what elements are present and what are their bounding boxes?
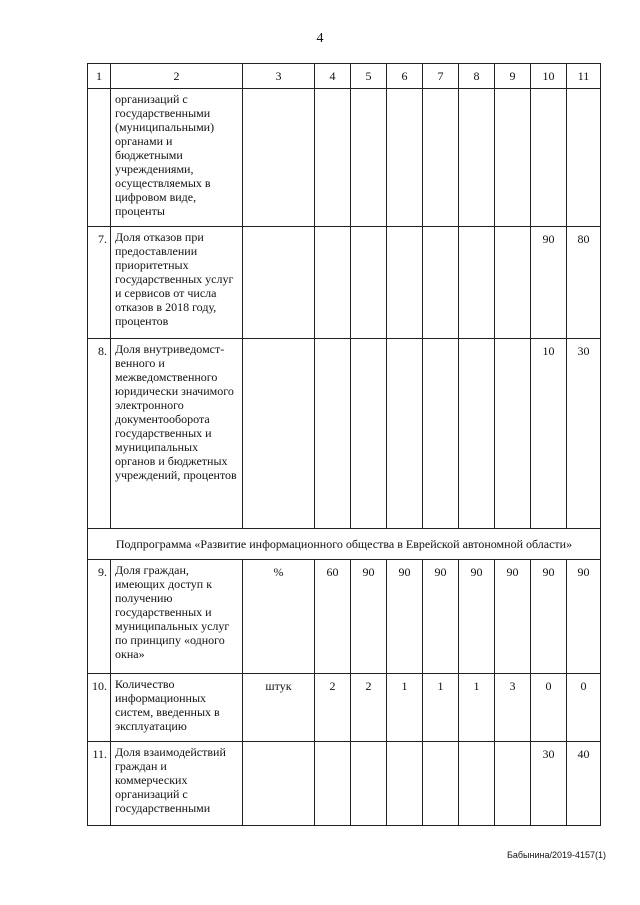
value-cell — [459, 89, 495, 227]
value-cell — [495, 339, 531, 529]
row-number: 11. — [88, 742, 111, 826]
value-cell: 90 — [567, 560, 601, 674]
unit-cell: штук — [243, 674, 315, 742]
column-number: 10 — [531, 64, 567, 89]
value-cell: 1 — [459, 674, 495, 742]
unit-cell — [243, 89, 315, 227]
value-cell — [387, 742, 423, 826]
value-cell — [351, 89, 387, 227]
indicator-name: Доля граждан, имеющих доступ к получению государственных и муниципальных услуг по принципу «одного окна» — [111, 560, 243, 674]
table-row — [88, 227, 601, 339]
value-cell — [315, 339, 351, 529]
value-cell: 2 — [351, 674, 387, 742]
value-cell: 1 — [423, 674, 459, 742]
row-number: 9. — [88, 560, 111, 674]
value-cell — [351, 339, 387, 529]
value-cell: 90 — [531, 560, 567, 674]
value-cell — [315, 227, 351, 339]
unit-cell — [243, 227, 315, 339]
value-cell: 90 — [387, 560, 423, 674]
row-number: 8. — [88, 339, 111, 529]
value-cell: 90 — [531, 227, 567, 339]
value-cell — [567, 89, 601, 227]
column-number-row — [88, 64, 601, 89]
value-cell: 0 — [567, 674, 601, 742]
value-cell: 10 — [531, 339, 567, 529]
value-cell — [459, 227, 495, 339]
value-cell — [495, 89, 531, 227]
table-row — [88, 89, 601, 227]
indicator-name: Доля отказов при предоставлении приоритетных государственных услуг и сервисов от числа отказов в 2018 году, процентов — [111, 227, 243, 339]
indicator-name: Доля взаимодействий граждан и коммерческих организаций с государственными — [111, 742, 243, 826]
column-number: 4 — [315, 64, 351, 89]
value-cell: 90 — [495, 560, 531, 674]
value-cell: 90 — [459, 560, 495, 674]
value-cell — [423, 339, 459, 529]
column-number: 9 — [495, 64, 531, 89]
indicators-table — [87, 63, 601, 826]
value-cell — [387, 89, 423, 227]
unit-cell — [243, 742, 315, 826]
row-number: 10. — [88, 674, 111, 742]
column-number: 2 — [111, 64, 243, 89]
unit-cell: % — [243, 560, 315, 674]
value-cell — [315, 89, 351, 227]
value-cell: 30 — [567, 339, 601, 529]
value-cell: 90 — [423, 560, 459, 674]
column-number: 6 — [387, 64, 423, 89]
column-number: 5 — [351, 64, 387, 89]
value-cell — [351, 742, 387, 826]
value-cell: 2 — [315, 674, 351, 742]
table-row — [88, 674, 601, 742]
subprogram-row — [88, 529, 601, 560]
unit-cell — [243, 339, 315, 529]
value-cell — [495, 742, 531, 826]
row-number: 7. — [88, 227, 111, 339]
value-cell: 80 — [567, 227, 601, 339]
table-row — [88, 339, 601, 529]
page-number: 4 — [316, 31, 324, 46]
value-cell — [459, 742, 495, 826]
column-number: 11 — [567, 64, 601, 89]
value-cell — [387, 227, 423, 339]
column-number: 8 — [459, 64, 495, 89]
table-row — [88, 560, 601, 674]
value-cell — [531, 89, 567, 227]
value-cell — [387, 339, 423, 529]
value-cell — [423, 742, 459, 826]
table-row — [88, 742, 601, 826]
indicator-name: Доля внутриведомст-венного и межведомственного юридически значимого электронного документооборота государственных и муниципальных органов и бюджетных учреждений, процентов — [111, 339, 243, 529]
value-cell — [423, 89, 459, 227]
value-cell: 0 — [531, 674, 567, 742]
value-cell: 40 — [567, 742, 601, 826]
value-cell: 30 — [531, 742, 567, 826]
column-number: 1 — [88, 64, 111, 89]
column-number: 7 — [423, 64, 459, 89]
value-cell — [495, 227, 531, 339]
document-footer: Бабынина/2019-4157(1) — [506, 850, 606, 860]
value-cell: 90 — [351, 560, 387, 674]
value-cell — [315, 742, 351, 826]
indicator-name: организаций с государственными (муниципальными) органами и бюджетными учреждениями, осуществляемых в цифровом виде, проценты — [111, 89, 243, 227]
value-cell: 3 — [495, 674, 531, 742]
indicator-name: Количество информационных систем, введенных в эксплуатацию — [111, 674, 243, 742]
subprogram-title: Подпрограмма «Развитие информационного общества в Еврейской автономной области» — [88, 529, 601, 560]
row-number — [88, 89, 111, 227]
value-cell — [351, 227, 387, 339]
column-number: 3 — [243, 64, 315, 89]
value-cell — [459, 339, 495, 529]
value-cell: 1 — [387, 674, 423, 742]
value-cell: 60 — [315, 560, 351, 674]
value-cell — [423, 227, 459, 339]
